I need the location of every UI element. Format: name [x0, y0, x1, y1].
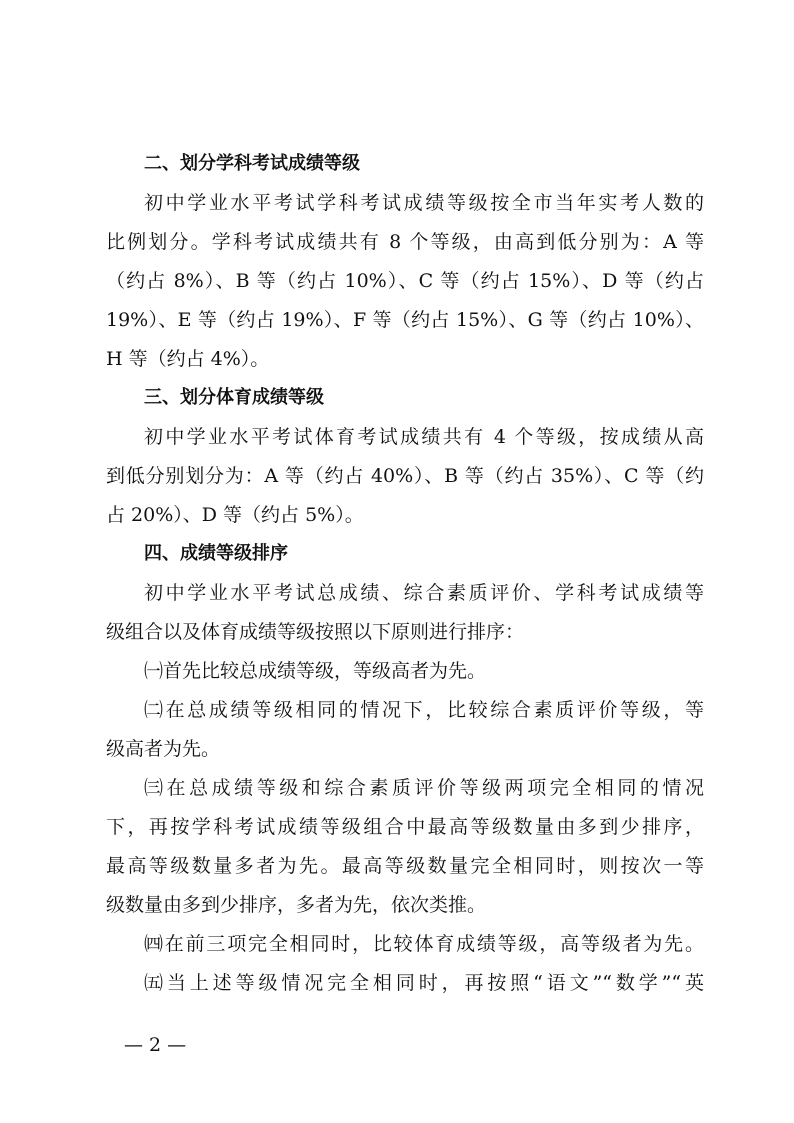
paragraph-line: 占 20%）、D 等（约占 5%）。	[106, 504, 364, 526]
paragraph-line: 级数量由多到少排序，多者为先，依次类推。	[106, 894, 487, 916]
list-item-3: ㈢在总成绩等级和综合素质评价等级两项完全相同的情况	[144, 777, 704, 799]
list-item-1: ㈠首先比较总成绩等级，等级高者为先。	[144, 660, 487, 682]
list-item-5: ㈤当上述等级情况完全相同时，再按照“语文”“数学”“英	[144, 972, 704, 994]
page-number: — 2 —	[124, 1034, 187, 1056]
paragraph-line: 级组合以及体育成绩等级按照以下原则进行排序：	[106, 621, 525, 643]
section-heading-4: 四、成绩等级排序	[144, 543, 288, 564]
section-heading-2: 二、划分学科考试成绩等级	[144, 153, 360, 174]
paragraph-line: 初中学业水平考试学科考试成绩等级按全市当年实考人数的	[144, 192, 704, 214]
paragraph-line: （约占 8%）、B 等（约占 10%）、C 等（约占 15%）、D 等（约占	[106, 270, 704, 292]
paragraph-line: 到低分别划分为：A 等（约占 40%）、B 等（约占 35%）、C 等（约	[106, 465, 704, 487]
paragraph-line: 最高等级数量多者为先。最高等级数量完全相同时，则按次一等	[106, 855, 704, 877]
paragraph-line: 下，再按学科考试成绩等级组合中最高等级数量由多到少排序，	[106, 816, 704, 838]
section-heading-3: 三、划分体育成绩等级	[144, 387, 324, 408]
paragraph-line: 19%）、E 等（约占 19%）、F 等（约占 15%）、G 等（约占 10%）、	[106, 309, 704, 331]
paragraph-line: 初中学业水平考试体育考试成绩共有 4 个等级，按成绩从高	[144, 426, 704, 448]
paragraph-line: H 等（约占 4%）。	[106, 348, 270, 370]
list-item-2: ㈡在总成绩等级相同的情况下，比较综合素质评价等级，等	[144, 699, 704, 721]
list-item-4: ㈣在前三项完全相同时，比较体育成绩等级，高等级者为先。	[144, 933, 704, 955]
paragraph-line: 初中学业水平考试总成绩、综合素质评价、学科考试成绩等	[144, 582, 704, 604]
paragraph-line: 比例划分。学科考试成绩共有 8 个等级，由高到低分别为：A 等	[106, 231, 704, 253]
paragraph-line: 级高者为先。	[106, 738, 221, 760]
